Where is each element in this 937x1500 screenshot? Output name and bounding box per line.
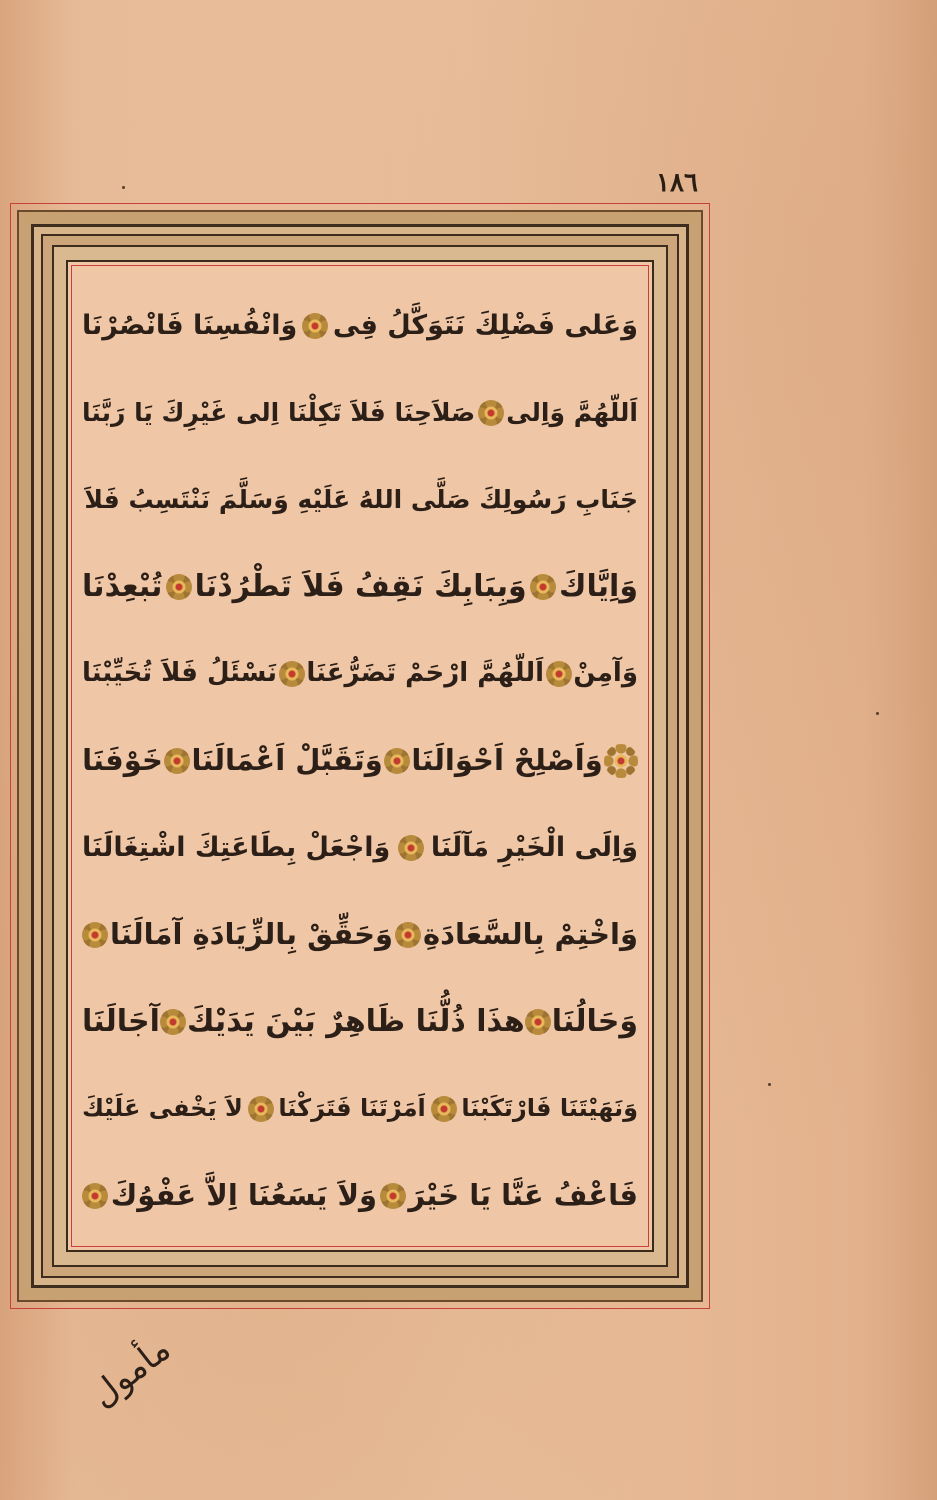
text-block [82,282,638,1239]
text-line [82,891,638,978]
text-segment: وَتَقَبَّلْ اَعْمَالَنَا [191,743,383,777]
text-line [82,978,638,1065]
text-segment: خَوْفَنَا [82,743,163,777]
rosette-icon [530,574,556,600]
text-line [82,804,638,891]
rosette-icon [248,1096,274,1122]
text-line [82,1152,638,1239]
text-line [82,282,638,369]
marginal-annotation: مأمول [83,1329,179,1416]
rosette-icon [398,835,424,861]
text-line [82,543,638,630]
text-segment: وَاِلَى الْخَيْرِ مَآلَنَا [430,832,638,863]
text-segment: صَلاَحِنَا فَلاَ تَكِلْنَا اِلى غَيْرِكَ يَا رَبَّنَا [82,398,476,427]
rosette-icon [82,922,108,948]
text-segment: وَاجْعَلْ بِطَاعَتِكَ اشْتِغَالَنَا [82,832,391,863]
rosette-icon [525,1009,551,1035]
text-segment: جَنَابِ رَسُولِكَ صَلَّى اللهُ عَلَيْهِ وَسَلَّمَ نَنْتَسِبُ فَلاَ [84,485,638,514]
rosette-icon [395,922,421,948]
text-segment: هذَا ذُلُّنَا ظَاهِرٌ بَيْنَ يَدَيْكَ [187,1004,525,1039]
text-segment: وَاخْتِمْ بِالسَّعَادَةِ [423,917,638,951]
text-line [82,1065,638,1152]
text-segment: وَآمِنْ [573,658,638,688]
rosette-icon [279,661,305,687]
text-segment: وَنَهَيْتَنَا فَارْتَكَبْنَا [461,1094,638,1122]
text-segment: وَحَقِّقْ بِالزِّيَادَةِ آمَالَنَا [110,917,394,951]
page-number: ١٨٦ [656,168,698,198]
text-segment: اَللّهُمَّ ارْحَمْ تَضَرُّعَنَا [306,658,545,688]
text-segment: وَعَلى فَضْلِكَ نَتَوَكَّلُ فِى [332,310,638,341]
text-segment: نَسْئَلُ فَلاَ تُخَيِّبْنَا [82,658,278,688]
text-segment: وَاَصْلِحْ اَحْوَالَنَا [411,743,603,777]
paper-speck [122,186,125,189]
text-segment: اَللّهُمَّ وَاِلى [506,398,638,427]
rosette-icon [431,1096,457,1122]
text-segment: لاَ يَخْفى عَلَيْكَ [82,1094,243,1122]
text-segment: وَبِبَابِكَ نَقِفُ فَلاَ تَطْرُدْنَا [194,569,527,604]
text-segment: وَلاَ يَسَعُنَا اِلاَّ عَفْوُكَ [110,1178,378,1212]
rosette-icon [478,400,504,426]
text-segment: اَمَرْتَنَا فَتَرَكْنَا [278,1094,426,1122]
rosette-icon [380,1183,406,1209]
text-panel [66,260,654,1252]
rosette-icon [164,748,190,774]
text-segment: وَانْفُسِنَا فَانْصُرْنَا [82,310,298,341]
paper-speck [768,1083,771,1086]
rosette-icon [82,1183,108,1209]
text-line [82,717,638,804]
text-segment: فَاعْفُ عَنَّا يَا خَيْرَ [408,1178,638,1212]
rosette-icon [160,1009,186,1035]
rosette-icon [166,574,192,600]
rosette-icon [546,661,572,687]
text-line [82,369,638,456]
text-line [82,630,638,717]
rosette-icon [302,313,328,339]
text-segment: آجَالَنَا [82,1004,160,1039]
paper-speck [876,712,879,715]
text-line [82,456,638,543]
text-segment: تُبْعِدْنَا [82,569,163,604]
rosette-icon [384,748,410,774]
rosette-icon [604,744,638,778]
text-segment: وَاِيَّاكَ [559,569,638,604]
text-segment: وَحَالُنَا [551,1004,638,1039]
